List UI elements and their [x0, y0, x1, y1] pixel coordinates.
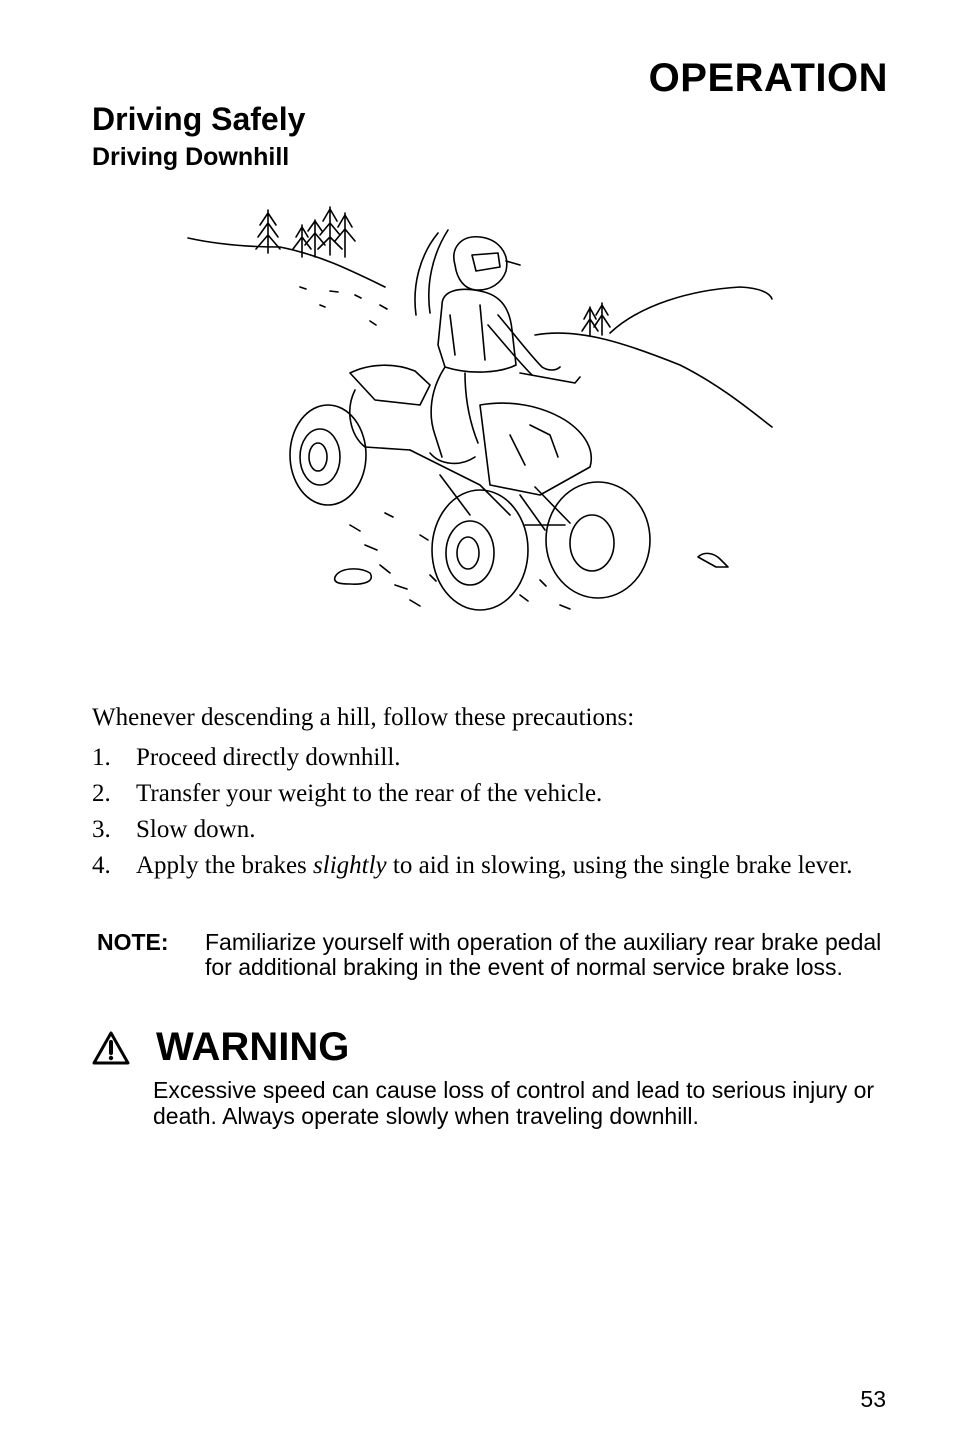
- page-number: 53: [860, 1386, 886, 1412]
- section-title: OPERATION: [648, 56, 888, 100]
- list-item-number: 1.: [92, 744, 111, 771]
- intro-text: Whenever descending a hill, follow these precautions:: [92, 704, 635, 731]
- emphasis-text: slightly: [313, 852, 387, 879]
- list-item-text: Transfer your weight to the rear of the vehicle.: [136, 780, 603, 807]
- list-item: [92, 780, 882, 808]
- tree-icon: [582, 303, 610, 335]
- warning-header: [92, 1025, 349, 1070]
- warning-text: Excessive speed can cause loss of control and lead to serious injury or death. Always operate slowly when traveling downhill.: [153, 1077, 875, 1129]
- page-heading: Driving Safely: [92, 101, 306, 137]
- list-item-text: Slow down.: [136, 816, 256, 843]
- page-subheading: Driving Downhill: [92, 143, 290, 171]
- precautions-list: [92, 744, 882, 888]
- list-item-text-end: to aid in slowing, using the single brake lever.: [386, 852, 853, 879]
- tree-icon: [256, 207, 355, 257]
- list-item: [92, 852, 882, 880]
- list-item-number: 4.: [92, 852, 111, 879]
- warning-triangle-icon: [92, 1031, 130, 1065]
- list-item: [92, 816, 882, 844]
- list-item-number: 2.: [92, 780, 111, 807]
- list-item-text-start: Apply the brakes: [136, 852, 314, 879]
- atv-rider-downhill-illustration: [180, 195, 780, 625]
- list-item-number: 3.: [92, 816, 111, 843]
- note-block: [97, 930, 897, 980]
- warning-title: WARNING: [156, 1025, 350, 1069]
- list-item-text: [136, 852, 882, 880]
- note-text: Familiarize yourself with operation of the auxiliary rear brake pedal for additional braking in the event of normal service brake loss.: [205, 929, 882, 980]
- list-item: [92, 744, 882, 772]
- note-label: NOTE:: [97, 929, 169, 955]
- list-item-text: Proceed directly downhill.: [136, 744, 401, 771]
